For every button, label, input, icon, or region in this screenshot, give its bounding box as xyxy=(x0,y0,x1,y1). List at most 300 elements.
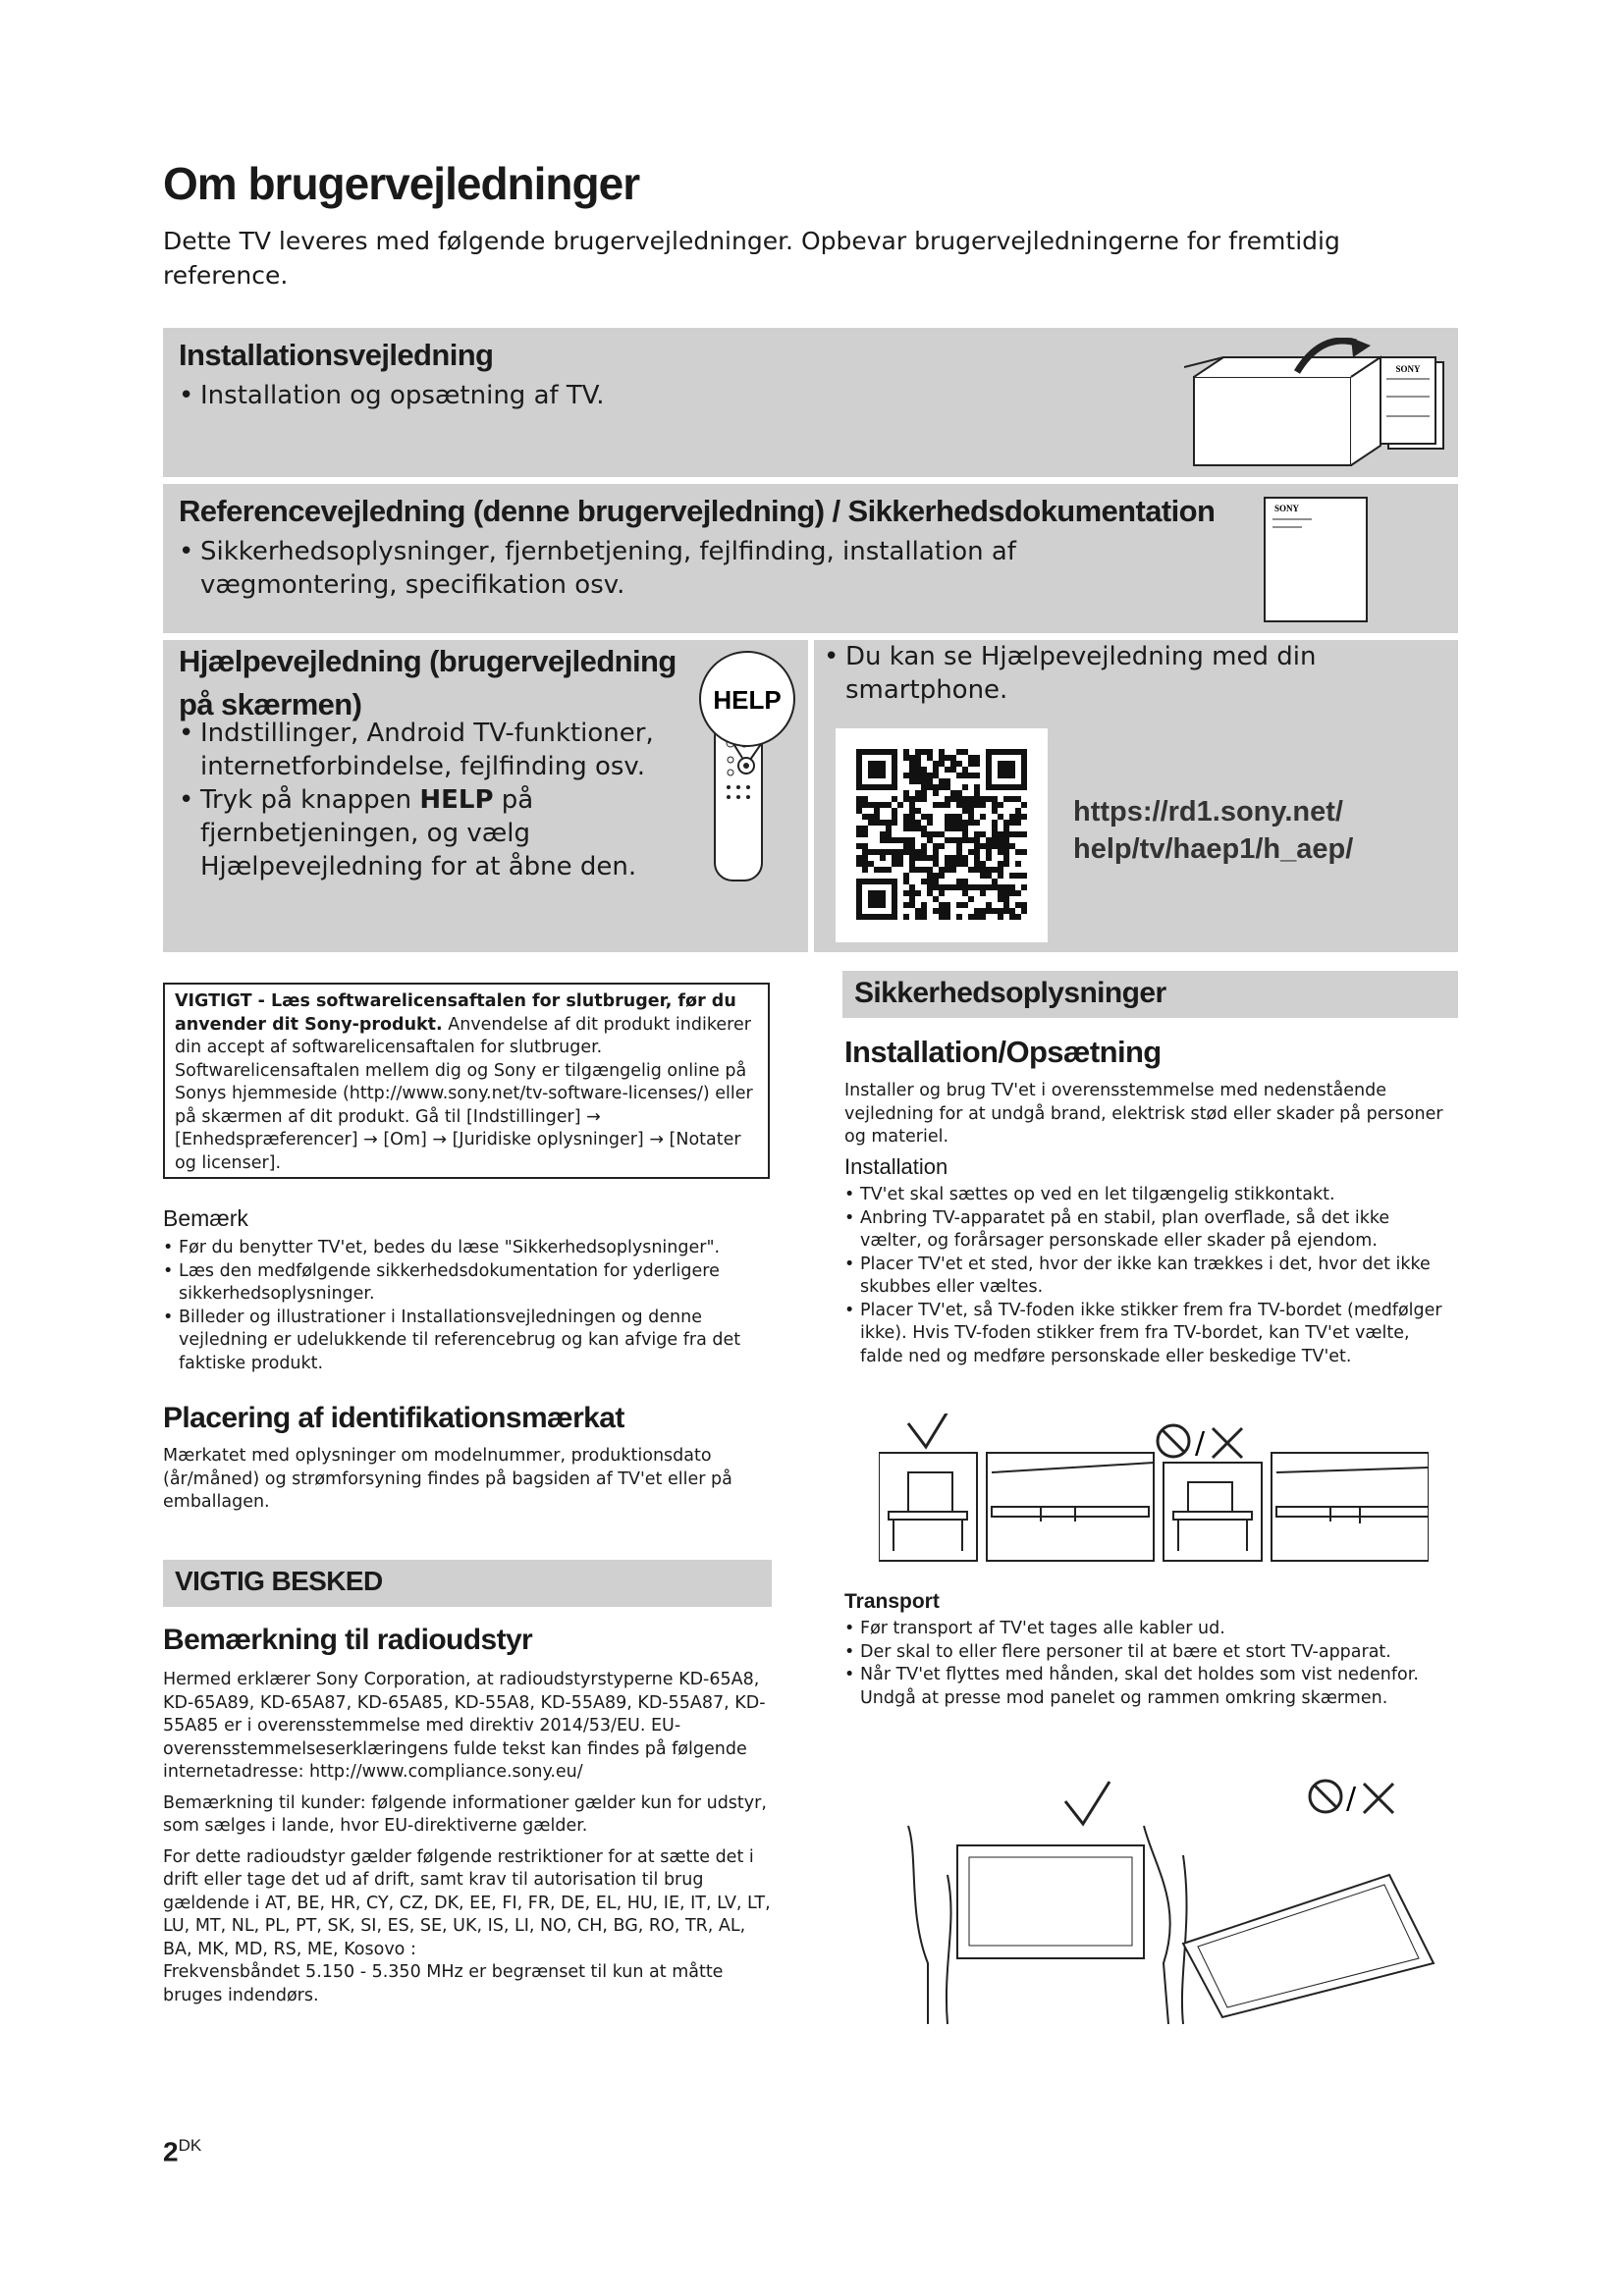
list-item: • Indstillinger, Android TV-funktioner, internetforbindelse, fejlfinding osv. xyxy=(179,717,670,783)
qr-module xyxy=(897,861,903,867)
qr-module xyxy=(1003,902,1009,908)
qr-module xyxy=(856,802,862,808)
qr-module xyxy=(980,814,986,820)
qr-module xyxy=(974,867,980,873)
reference-guide-box xyxy=(163,484,1458,633)
qr-module xyxy=(909,802,915,808)
radio-notice-body xyxy=(163,1669,772,2007)
qr-module xyxy=(956,773,962,778)
qr-module xyxy=(956,790,962,796)
qr-module xyxy=(1015,814,1021,820)
qr-module xyxy=(862,867,868,873)
qr-module xyxy=(927,884,933,890)
qr-module xyxy=(921,784,927,790)
qr-module xyxy=(956,914,962,920)
qr-module xyxy=(874,802,880,808)
qr-module xyxy=(974,914,980,920)
qr-module xyxy=(1015,820,1021,826)
qr-module xyxy=(956,749,962,755)
qr-module xyxy=(862,861,868,867)
qr-module xyxy=(880,802,886,808)
qr-module xyxy=(927,837,933,843)
qr-module xyxy=(1009,914,1015,920)
qr-module xyxy=(909,861,915,867)
qr-module xyxy=(998,867,1003,873)
qr-module xyxy=(880,837,886,843)
qr-module xyxy=(909,867,915,873)
qr-module xyxy=(986,867,992,873)
qr-module xyxy=(903,749,909,755)
installation-list xyxy=(844,1184,1453,1368)
qr-module xyxy=(921,749,927,755)
qr-module xyxy=(909,843,915,849)
qr-module xyxy=(945,784,950,790)
qr-module xyxy=(974,855,980,861)
qr-module xyxy=(998,843,1003,849)
qr-module xyxy=(1021,908,1027,914)
qr-module xyxy=(933,884,939,890)
qr-module xyxy=(945,820,950,826)
qr-module xyxy=(933,773,939,778)
qr-module xyxy=(986,843,992,849)
qr-module xyxy=(962,784,968,790)
help-guide-list xyxy=(179,717,670,883)
qr-module xyxy=(1015,902,1021,908)
qr-module xyxy=(950,837,956,843)
qr-module xyxy=(998,884,1003,890)
qr-module xyxy=(962,802,968,808)
help-url[interactable] xyxy=(1073,793,1353,868)
qr-module xyxy=(1003,861,1009,867)
qr-module xyxy=(1003,849,1009,855)
tv-carry-illustration xyxy=(889,1767,1438,2032)
qr-module xyxy=(998,861,1003,867)
qr-module xyxy=(962,767,968,773)
qr-module xyxy=(921,908,927,914)
qr-module xyxy=(945,778,950,784)
qr-module xyxy=(933,843,939,849)
cross-icon xyxy=(1364,1784,1393,1813)
qr-module xyxy=(956,879,962,884)
qr-module xyxy=(933,861,939,867)
qr-module xyxy=(939,873,945,879)
qr-module xyxy=(915,855,921,861)
qr-module xyxy=(962,796,968,802)
qr-code xyxy=(836,728,1048,942)
important-notice-header: VIGTIG BESKED xyxy=(175,1566,383,1596)
qr-module xyxy=(862,826,868,831)
qr-module xyxy=(974,908,980,914)
slash-glyph: / xyxy=(1346,1782,1357,1816)
remote-help-icon xyxy=(693,650,801,885)
qr-module xyxy=(956,855,962,861)
qr-module xyxy=(939,884,945,890)
qr-module xyxy=(980,890,986,896)
qr-module xyxy=(921,773,927,778)
qr-module xyxy=(933,849,939,855)
qr-module xyxy=(933,855,939,861)
qr-module xyxy=(945,837,950,843)
qr-module xyxy=(992,820,998,826)
qr-module xyxy=(874,820,880,826)
qr-module xyxy=(880,820,886,826)
qr-module xyxy=(903,914,909,920)
qr-module xyxy=(974,784,980,790)
qr-module xyxy=(927,879,933,884)
qr-module xyxy=(897,849,903,855)
qr-module xyxy=(915,849,921,855)
qr-module xyxy=(921,855,927,861)
qr-module xyxy=(903,820,909,826)
qr-module xyxy=(886,802,892,808)
qr-module xyxy=(980,867,986,873)
qr-module xyxy=(956,814,962,820)
qr-finder xyxy=(868,761,886,778)
safety-header: Sikkerhedsoplysninger xyxy=(854,977,1166,1009)
qr-module xyxy=(909,814,915,820)
qr-module xyxy=(933,908,939,914)
qr-module xyxy=(998,890,1003,896)
qr-module xyxy=(915,767,921,773)
qr-module xyxy=(986,849,992,855)
qr-module xyxy=(897,837,903,843)
qr-module xyxy=(921,849,927,855)
qr-module xyxy=(962,749,968,755)
qr-module xyxy=(974,755,980,761)
qr-module xyxy=(950,755,956,761)
qr-module xyxy=(998,873,1003,879)
qr-module xyxy=(974,849,980,855)
page-number: $2^{DK}$ xyxy=(163,2136,202,2167)
qr-module xyxy=(903,837,909,843)
qr-module xyxy=(933,879,939,884)
qr-module xyxy=(1003,855,1009,861)
qr-module xyxy=(886,826,892,831)
qr-module xyxy=(992,837,998,843)
qr-module xyxy=(945,884,950,890)
qr-module xyxy=(968,796,974,802)
list-item: • Før transport af TV'et tages alle kabler ud. xyxy=(844,1618,1453,1641)
installation-setup-title: Installation/Opsætning xyxy=(844,1035,1162,1069)
qr-module xyxy=(933,831,939,837)
qr-module xyxy=(868,814,874,820)
qr-module xyxy=(962,855,968,861)
qr-module xyxy=(915,914,921,920)
list-item: • Læs den medfølgende sikkerhedsdokumentation for yderligere sikkerhedsoplysninger. xyxy=(163,1260,772,1307)
qr-module xyxy=(986,884,992,890)
qr-module xyxy=(933,873,939,879)
qr-module xyxy=(950,790,956,796)
qr-module xyxy=(1009,884,1015,890)
qr-module xyxy=(909,773,915,778)
qr-module xyxy=(1003,884,1009,890)
cross-icon xyxy=(1213,1428,1242,1458)
qr-module xyxy=(903,814,909,820)
qr-module xyxy=(927,831,933,837)
installation-guide-title: Installationsvejledning xyxy=(179,338,494,372)
qr-module xyxy=(998,831,1003,837)
qr-module xyxy=(933,761,939,767)
qr-module xyxy=(998,802,1003,808)
help-guide-title: Hjælpevejledning (brugervejledning på skærmen) xyxy=(179,644,677,721)
list-item: • Tryk på knappen HELP på fjernbetjeningen, og vælg Hjælpevejledning for at åbne den. xyxy=(179,783,670,883)
qr-module xyxy=(856,843,862,849)
qr-module xyxy=(1009,831,1015,837)
qr-finder xyxy=(868,890,886,908)
qr-module xyxy=(968,761,974,767)
qr-module xyxy=(909,778,915,784)
qr-module xyxy=(968,896,974,902)
qr-module xyxy=(1021,873,1027,879)
qr-module xyxy=(903,902,909,908)
qr-module xyxy=(939,843,945,849)
qr-module xyxy=(939,761,945,767)
qr-module xyxy=(986,837,992,843)
qr-module xyxy=(968,808,974,814)
qr-module xyxy=(927,873,933,879)
qr-module xyxy=(950,884,956,890)
placement-title: Placering af identifikationsmærkat xyxy=(163,1402,624,1434)
qr-module xyxy=(956,796,962,802)
qr-module xyxy=(909,902,915,908)
qr-module xyxy=(980,831,986,837)
help-url-line-2[interactable]: help/tv/haep1/h_aep/ xyxy=(1073,833,1354,865)
qr-module xyxy=(974,802,980,808)
intro-text: Dette TV leveres med følgende brugervejledninger. Opbevar brugervejledningerne for fremtidig reference. xyxy=(163,227,1340,290)
qr-module xyxy=(892,837,897,843)
qr-module xyxy=(927,778,933,784)
qr-module xyxy=(909,767,915,773)
qr-code-image xyxy=(836,728,1048,942)
qr-module xyxy=(956,837,962,843)
qr-module xyxy=(950,867,956,873)
qr-module xyxy=(903,849,909,855)
qr-module xyxy=(950,814,956,820)
qr-module xyxy=(915,749,921,755)
qr-module xyxy=(1003,820,1009,826)
qr-module xyxy=(874,814,880,820)
qr-module xyxy=(956,843,962,849)
qr-module xyxy=(974,884,980,890)
qr-module xyxy=(927,749,933,755)
safety-intro: Installer og brug TV'et i overensstemmelse med nedenstående vejledning for at undgå brand, elektrisk stød eller skader på personer og materiel. xyxy=(844,1081,1443,1147)
qr-module xyxy=(1015,861,1021,867)
radio-notice-title: Bemærkning til radioudstyr xyxy=(163,1624,533,1656)
qr-module xyxy=(974,837,980,843)
qr-module xyxy=(986,873,992,879)
radio-notice-p1: Hermed erklærer Sony Corporation, at radioudstyrstyperne KD-65A8, KD-65A89, KD-65A87, KD-65A85, KD-55A8, KD-55A89, KD-55A87, KD-55A85 er i overensstemmelse med direktiv 2014/53/EU. EU-overensstemmelseserklæringens fulde tekst kan findes på følgende internetadresse: http://www.compliance.sony.eu/ xyxy=(163,1670,766,1782)
qr-module xyxy=(880,867,886,873)
qr-module xyxy=(992,808,998,814)
qr-module xyxy=(862,849,868,855)
help-url-line-1[interactable]: https://rd1.sony.net/ xyxy=(1073,796,1343,828)
qr-module xyxy=(868,802,874,808)
qr-module xyxy=(921,796,927,802)
qr-module xyxy=(880,849,886,855)
qr-module xyxy=(933,767,939,773)
qr-module xyxy=(1021,831,1027,837)
qr-module xyxy=(927,855,933,861)
page-title: Om brugervejledninger xyxy=(163,158,640,209)
qr-module xyxy=(915,826,921,831)
list-item: • Anbring TV-apparatet på en stabil, plan overflade, så det ikke vælter, og forårsager personskade eller skader på ejendom. xyxy=(844,1207,1453,1254)
qr-module xyxy=(974,761,980,767)
qr-module xyxy=(950,826,956,831)
qr-module xyxy=(909,849,915,855)
qr-module xyxy=(1009,796,1015,802)
reference-guide-list xyxy=(179,535,1219,602)
qr-module xyxy=(974,790,980,796)
qr-module xyxy=(933,802,939,808)
qr-module xyxy=(909,820,915,826)
qr-module xyxy=(974,843,980,849)
qr-module xyxy=(1003,826,1009,831)
qr-module xyxy=(897,802,903,808)
qr-module xyxy=(1003,831,1009,837)
qr-module xyxy=(862,831,868,837)
qr-module xyxy=(856,831,862,837)
list-item: • Sikkerhedsoplysninger, fjernbetjening, fejlfinding, installation af vægmontering, specifikation osv. xyxy=(179,535,1219,602)
qr-module xyxy=(939,784,945,790)
qr-module xyxy=(915,755,921,761)
radio-notice-p3: For dette radioudstyr gælder følgende restriktioner for at sætte det i drift eller tage det ud af drift, samt krav til autorisation til brug gældende i AT, BE, HR, CY, CZ, DK, EE, FI, FR, DE, EL, HU, IE, IT, LV, LT, LU, MT, NL, PL, PT, SK, SI, ES, SE, UK, IS, LI, NO, CH, BG, RO, TR, AL, BA, MK, MD, RS, ME, Kosovo : xyxy=(163,1846,771,1959)
qr-module xyxy=(974,831,980,837)
qr-module xyxy=(956,884,962,890)
installation-guide-box xyxy=(163,328,1458,477)
qr-module xyxy=(927,784,933,790)
qr-module xyxy=(998,837,1003,843)
qr-module xyxy=(968,814,974,820)
check-icon xyxy=(908,1414,947,1447)
qr-module xyxy=(974,820,980,826)
qr-module xyxy=(956,861,962,867)
qr-module xyxy=(939,902,945,908)
qr-module xyxy=(945,814,950,820)
slash-glyph: / xyxy=(1195,1426,1206,1461)
qr-module xyxy=(962,902,968,908)
qr-module xyxy=(986,855,992,861)
qr-module xyxy=(915,773,921,778)
qr-module xyxy=(950,767,956,773)
qr-module xyxy=(880,831,886,837)
qr-module xyxy=(1003,896,1009,902)
qr-module xyxy=(892,855,897,861)
qr-module xyxy=(909,755,915,761)
qr-module xyxy=(980,914,986,920)
important-notice-header-bar xyxy=(163,1560,772,1607)
qr-module xyxy=(1003,908,1009,914)
qr-module xyxy=(856,796,862,802)
qr-module xyxy=(921,902,927,908)
qr-module xyxy=(909,896,915,902)
qr-module xyxy=(950,761,956,767)
qr-module xyxy=(892,849,897,855)
list-item: • Der skal to eller flere personer til at bære et stort TV-apparat. xyxy=(844,1641,1453,1665)
qr-module xyxy=(956,849,962,855)
qr-module xyxy=(933,896,939,902)
qr-module xyxy=(880,855,886,861)
qr-module xyxy=(956,902,962,908)
qr-module xyxy=(1015,914,1021,920)
qr-module xyxy=(1003,837,1009,843)
qr-module xyxy=(856,855,862,861)
qr-module xyxy=(915,790,921,796)
qr-module xyxy=(998,896,1003,902)
qr-module xyxy=(927,755,933,761)
qr-module xyxy=(950,820,956,826)
list-item: • Placer TV'et, så TV-foden ikke stikker frem fra TV-bordet (medfølger ikke). Hvis TV-foden stikker frem fra TV-bordet, kan TV'et vælte, falde ned og medføre personskade eller beskedige TV'et. xyxy=(844,1300,1453,1369)
qr-module xyxy=(992,831,998,837)
qr-module xyxy=(862,796,868,802)
license-notice-text: VIGTIGT - Læs softwarelicensaftalen for slutbruger, før du anvender dit Sony-produkt. Anvendelse af dit produkt indikerer din accept af softwarelicensaftalen for slutbruger. Softwarelicensaftalen mellem dig og Sony er tilgængelig online på Sonys hjemmeside (http://www.sony.net/tv-software-licenses/) eller på skærmen af dit produkt. Gå til [Indstillinger] → [Enhedspræferencer] → [Om] → [Juridiske oplysninger] → [Notater og licenser]. xyxy=(175,991,753,1173)
radio-notice-p4: Frekvensbåndet 5.150 - 5.350 MHz er begrænset til kun at måtte bruges indendørs. xyxy=(163,1962,724,2005)
qr-module xyxy=(968,914,974,920)
qr-module xyxy=(1015,849,1021,855)
help-label: HELP xyxy=(713,685,782,715)
qr-module xyxy=(950,796,956,802)
smartphone-help-box xyxy=(814,640,1458,952)
qr-module xyxy=(939,778,945,784)
qr-module xyxy=(1015,890,1021,896)
list-item: • Billeder og illustrationer i Installationsvejledningen og denne vejledning er udelukkende til referencebrug og kan afvige fra det faktiske produkt. xyxy=(163,1307,772,1376)
qr-module xyxy=(945,767,950,773)
qr-module xyxy=(915,867,921,873)
qr-module xyxy=(1021,802,1027,808)
qr-module xyxy=(909,884,915,890)
qr-module xyxy=(886,867,892,873)
qr-module xyxy=(939,890,945,896)
qr-module xyxy=(927,773,933,778)
note-list xyxy=(163,1237,772,1375)
qr-module xyxy=(856,808,862,814)
qr-module xyxy=(868,849,874,855)
qr-module xyxy=(862,855,868,861)
qr-module xyxy=(962,879,968,884)
qr-module xyxy=(921,826,927,831)
radio-notice-p2: Bemærkning til kunder: følgende informationer gælder kun for udstyr, som sælges i lande, hvor EU-direktiverne gælder. xyxy=(163,1792,767,1836)
placement-text: Mærkatet med oplysninger om modelnummer, produktionsdato (år/måned) og strømforsyning findes på bagsiden af TV'et eller på emballagen. xyxy=(163,1446,732,1512)
qr-module xyxy=(980,908,986,914)
qr-module xyxy=(939,914,945,920)
qr-module xyxy=(915,778,921,784)
qr-module xyxy=(903,796,909,802)
qr-module xyxy=(968,802,974,808)
qr-module xyxy=(909,890,915,896)
qr-module xyxy=(1003,843,1009,849)
qr-module xyxy=(992,802,998,808)
qr-module xyxy=(909,837,915,843)
qr-module xyxy=(1015,808,1021,814)
qr-module xyxy=(921,767,927,773)
qr-module xyxy=(874,808,880,814)
installation-guide-list xyxy=(179,379,605,412)
qr-module xyxy=(1015,873,1021,879)
qr-module xyxy=(892,814,897,820)
qr-module xyxy=(998,814,1003,820)
qr-module xyxy=(986,908,992,914)
qr-module xyxy=(980,884,986,890)
qr-module xyxy=(968,820,974,826)
box-with-manual-icon xyxy=(1184,338,1449,470)
smartphone-help-list xyxy=(824,640,1374,707)
qr-module xyxy=(856,861,862,867)
check-icon xyxy=(1065,1782,1110,1824)
qr-module xyxy=(998,849,1003,855)
qr-module xyxy=(933,784,939,790)
qr-module xyxy=(892,861,897,867)
qr-module xyxy=(950,855,956,861)
qr-module xyxy=(915,908,921,914)
